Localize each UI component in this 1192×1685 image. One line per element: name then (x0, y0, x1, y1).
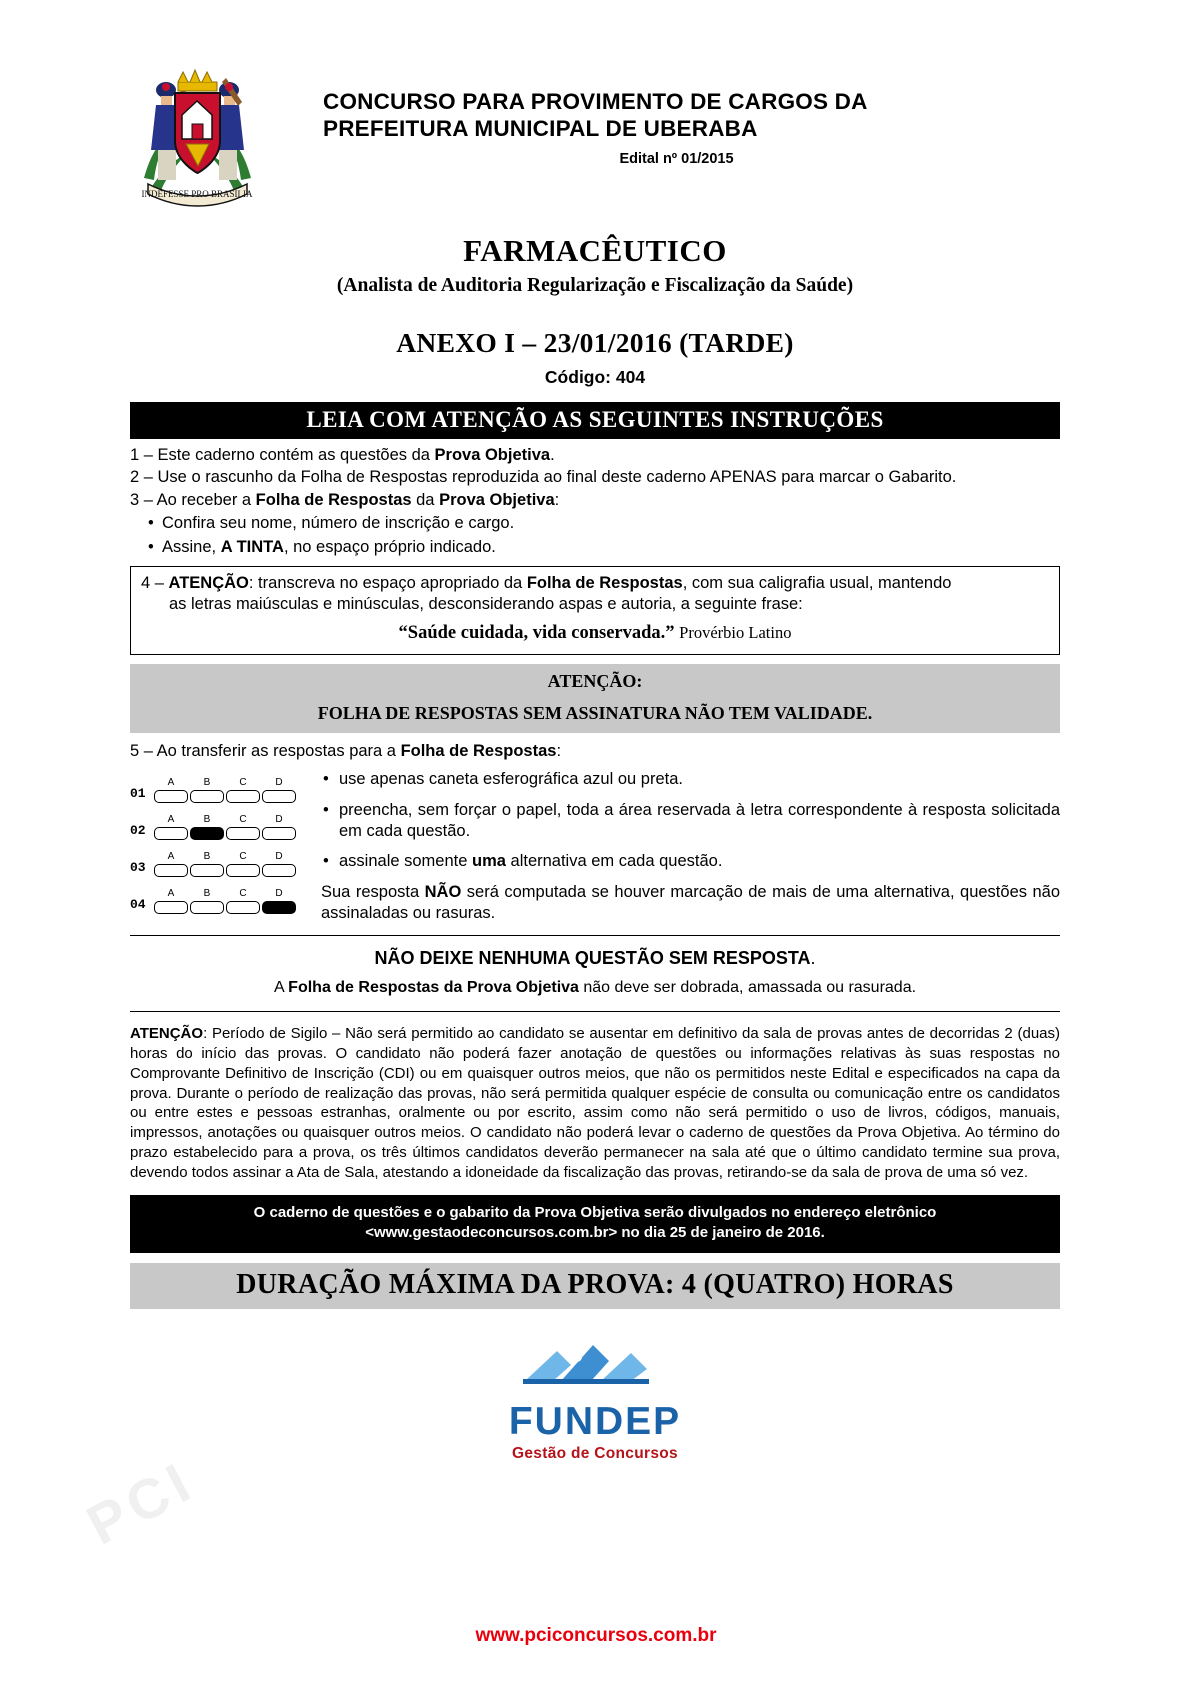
bubble-a (154, 901, 188, 914)
answer-option-c (226, 889, 260, 914)
concurso-title-line2: PREFEITURA MUNICIPAL DE UBERABA (323, 116, 758, 142)
instructions-banner: LEIA COM ATENÇÃO AS SEGUINTES INSTRUÇÕES (130, 402, 1060, 439)
bubble-b-filled (190, 827, 224, 840)
answer-option-a (154, 852, 188, 877)
answer-option-a (154, 889, 188, 914)
bullet3-post: alternativa em cada questão. (505, 852, 723, 871)
pci-footer-link[interactable]: www.pciconcursos.com.br (475, 1625, 717, 1646)
instruction-item-3 (130, 490, 1060, 511)
option-letter: C (239, 851, 247, 863)
instruction-3-mid: da (411, 490, 440, 509)
option-letter: B (203, 777, 211, 789)
answer-row-number: 01 (130, 786, 146, 802)
instruction-4-line2: as letras maiúsculas e minúsculas, desconsiderando aspas e autoria, a seguinte frase: (169, 595, 803, 614)
document-content (130, 60, 1060, 1463)
bubble-c (226, 790, 260, 803)
option-letter: B (203, 851, 211, 863)
instruction-item-1 (130, 445, 1060, 466)
instruction-4-line1 (141, 573, 1049, 594)
instruction-3-bold1: Folha de Respostas (255, 490, 412, 509)
answer-row-01 (130, 767, 315, 803)
transcription-phrase (141, 622, 1049, 646)
option-letter: A (167, 851, 175, 863)
svg-text:INDEFESSE PRO BRASILIA: INDEFESSE PRO BRASILIA (141, 189, 253, 199)
option-letter: A (167, 777, 175, 789)
fold-pre: A (273, 978, 289, 996)
option-letter: A (167, 888, 175, 900)
instruction-3-text: 3 – Ao receber a (130, 490, 256, 509)
fold-warning (130, 979, 1060, 997)
sigilo-paragraph (130, 1024, 1060, 1184)
answer-row-number: 03 (130, 860, 146, 876)
answer-option-c (226, 778, 260, 803)
answer-row-number: 04 (130, 897, 146, 913)
fundep-tagline: Gestão de Concursos (512, 1444, 678, 1462)
fold-post: não deve ser dobrada, amassada ou rasurada. (578, 978, 917, 996)
attention-text: FOLHA DE RESPOSTAS SEM ASSINATURA NÃO TEM VALIDADE. (317, 703, 873, 724)
bubble-a (154, 864, 188, 877)
sigilo-text: : Período de Sigilo – Não será permitido ao candidato se ausentar em definitivo da sala de provas antes de decorridas 2 (duas) horas do início das provas. O candidato não poderá fazer anotação de questões ou informações relativas às suas respostas no Comprovante Definitivo de Inscrição (CDI) ou em quaisquer outros meios, que não os permitidos neste Edital e especificados na capa da prova. Durante o período de realização das provas, não será permitida qualquer espécie de consulta ou comunicação entre os candidatos ou entre estes e pessoas estranhas, oralmente ou por escrito, assim como não será permitido o uso de livros, códigos, manuais, impressos, anotações ou quaisquer outros meios. O candidato não poderá levar o caderno de questões da Prova Objetiva. Ao término do prazo estabelecido para a prova, os três últimos candidatos deverão permanecer na sala até que o último candidato termine sua prova, devendo todos assinar a Ata de Sala, atestando a idoneidade da fiscalização das provas, retirando-se da sala de prova de uma só vez. (130, 1024, 1060, 1182)
instruction-item-4-box (130, 566, 1060, 655)
answer-option-c (226, 852, 260, 877)
answer-option-d (262, 815, 296, 840)
instruction-item-5 (130, 742, 1060, 761)
answer-row-03 (130, 841, 315, 877)
list-item (339, 851, 1060, 872)
option-letter: D (275, 851, 283, 863)
list-item (162, 537, 1060, 558)
option-letter: B (203, 888, 211, 900)
instruction-item-2: 2 – Use o rascunho da Folha de Respostas reproduzida ao final deste caderno APENAS para marcar o Gabarito. (130, 468, 957, 487)
answer-row-04 (130, 878, 315, 914)
instruction-5-text: 5 – Ao transferir as respostas para a (130, 742, 401, 761)
fundep-mark-icon (505, 1335, 685, 1395)
instruction-3-end: : (554, 490, 560, 509)
option-letter: D (275, 814, 283, 826)
fundep-wordmark: FUNDEP (508, 1399, 682, 1443)
instruction-4-text-b: , com sua caligrafia usual, mantendo (682, 574, 952, 593)
bubble-d-filled (262, 901, 296, 914)
bubble-b (190, 864, 224, 877)
bubble-d (262, 864, 296, 877)
concurso-title-line1: CONCURSO PARA PROVIMENTO DE CARGOS DA (323, 89, 868, 114)
answer-sheet-samples (130, 765, 315, 925)
no-blank-answers-warning (130, 948, 1060, 969)
no-blank-text: NÃO DEIXE NENHUMA QUESTÃO SEM RESPOSTA (374, 947, 811, 968)
divider-bottom (130, 1011, 1060, 1012)
bullet3-bold: uma (472, 852, 506, 871)
instructions-list (130, 445, 1060, 558)
cargo-subtitle: (Analista de Auditoria Regularização e Fiscalização da Saúde) (336, 275, 854, 296)
instruction-4-attention: ATENÇÃO (168, 574, 249, 593)
fold-bold: Folha de Respostas da Prova Objetiva (288, 978, 579, 996)
sigilo-label: ATENÇÃO (130, 1024, 204, 1042)
answer-row-02 (130, 804, 315, 840)
document-header (130, 60, 1060, 215)
list-item: • use apenas caneta esferográfica azul ou preta. (339, 769, 1060, 790)
answer-sheet-note (321, 882, 1060, 925)
cargo-title: FARMACÊUTICO (463, 233, 727, 268)
bubble-d (262, 790, 296, 803)
edital-number: Edital nº 01/2015 (619, 150, 734, 167)
bullet2-pre: Assine, (162, 537, 221, 556)
bubble-b (190, 901, 224, 914)
option-letter: C (239, 814, 247, 826)
bullet3-pre: assinale somente (339, 852, 472, 871)
instruction-5-bold: Folha de Respostas (400, 742, 557, 761)
instruction-3-bullets (130, 513, 1060, 558)
header-titles (283, 60, 1060, 167)
divulgacao-line2: <www.gestaodeconcursos.com.br> no dia 25 de janeiro de 2016. (365, 1224, 825, 1242)
note-bold: NÃO (424, 882, 462, 901)
exam-code: Código: 404 (544, 367, 646, 387)
answer-option-c (226, 815, 260, 840)
bullet2-post: , no espaço próprio indicado. (283, 537, 496, 556)
option-letter: C (239, 777, 247, 789)
option-letter: D (275, 777, 283, 789)
instruction-1-text: 1 – Este caderno contém as questões da (130, 446, 435, 464)
phrase-text: “Saúde cuidada, vida conservada.” (398, 623, 675, 644)
bubble-a (154, 790, 188, 803)
answer-sheet-instructions (315, 765, 1060, 925)
answer-option-b (190, 852, 224, 877)
instruction-1-end: . (550, 446, 555, 464)
list-item: • Confira seu nome, número de inscrição e cargo. (162, 513, 1060, 534)
answer-option-b (190, 778, 224, 803)
anexo-title: ANEXO I – 23/01/2016 (TARDE) (396, 327, 794, 358)
bubble-c (226, 901, 260, 914)
bullet2-bold: A TINTA (220, 537, 284, 556)
answer-sheet-section (130, 765, 1060, 925)
bubble-c (226, 827, 260, 840)
answer-option-a (154, 815, 188, 840)
fundep-logo (130, 1335, 1060, 1463)
option-letter: D (275, 888, 283, 900)
instruction-1-bold: Prova Objetiva (434, 446, 551, 464)
answer-option-b (190, 889, 224, 914)
divulgacao-line1: O caderno de questões e o gabarito da Prova Objetiva serão divulgados no endereço eletrônico (253, 1204, 937, 1222)
instruction-4-bold2: Folha de Respostas (526, 574, 683, 593)
answer-option-d (262, 852, 296, 877)
divulgacao-banner (130, 1195, 1060, 1253)
phrase-source: Provérbio Latino (679, 623, 792, 643)
instruction-3-bold2: Prova Objetiva (439, 490, 555, 509)
answer-row-number: 02 (130, 823, 146, 839)
answer-option-a (154, 778, 188, 803)
list-item: • preencha, sem forçar o papel, toda a área reservada à letra correspondente à resposta solicitada em cada questão. (339, 800, 1060, 843)
bubble-c (226, 864, 260, 877)
bubble-d (262, 827, 296, 840)
instruction-4-text-a: : transcreva no espaço apropriado da (248, 574, 527, 593)
attention-label: ATENÇÃO: (547, 671, 643, 692)
instruction-4-number: 4 – (141, 574, 164, 593)
duration-banner: DURAÇÃO MÁXIMA DA PROVA: 4 (QUATRO) HORAS (130, 1263, 1060, 1309)
bubble-b (190, 790, 224, 803)
option-letter: A (167, 814, 175, 826)
instruction-5-end: : (556, 742, 562, 761)
bubble-a (154, 827, 188, 840)
coat-of-arms-icon (130, 60, 265, 215)
divider-top (130, 935, 1060, 936)
answer-option-b (190, 815, 224, 840)
attention-box (130, 664, 1060, 733)
answer-option-d (262, 889, 296, 914)
option-letter: C (239, 888, 247, 900)
note-pre: Sua resposta (321, 882, 425, 901)
answer-option-d (262, 778, 296, 803)
option-letter: B (203, 814, 211, 826)
note-post: será computada se houver marcação de mais de uma alternativa, questões não assinaladas ou rasuras. (321, 882, 1061, 923)
no-blank-period: . (810, 947, 816, 968)
watermark: PCI (76, 1448, 205, 1557)
